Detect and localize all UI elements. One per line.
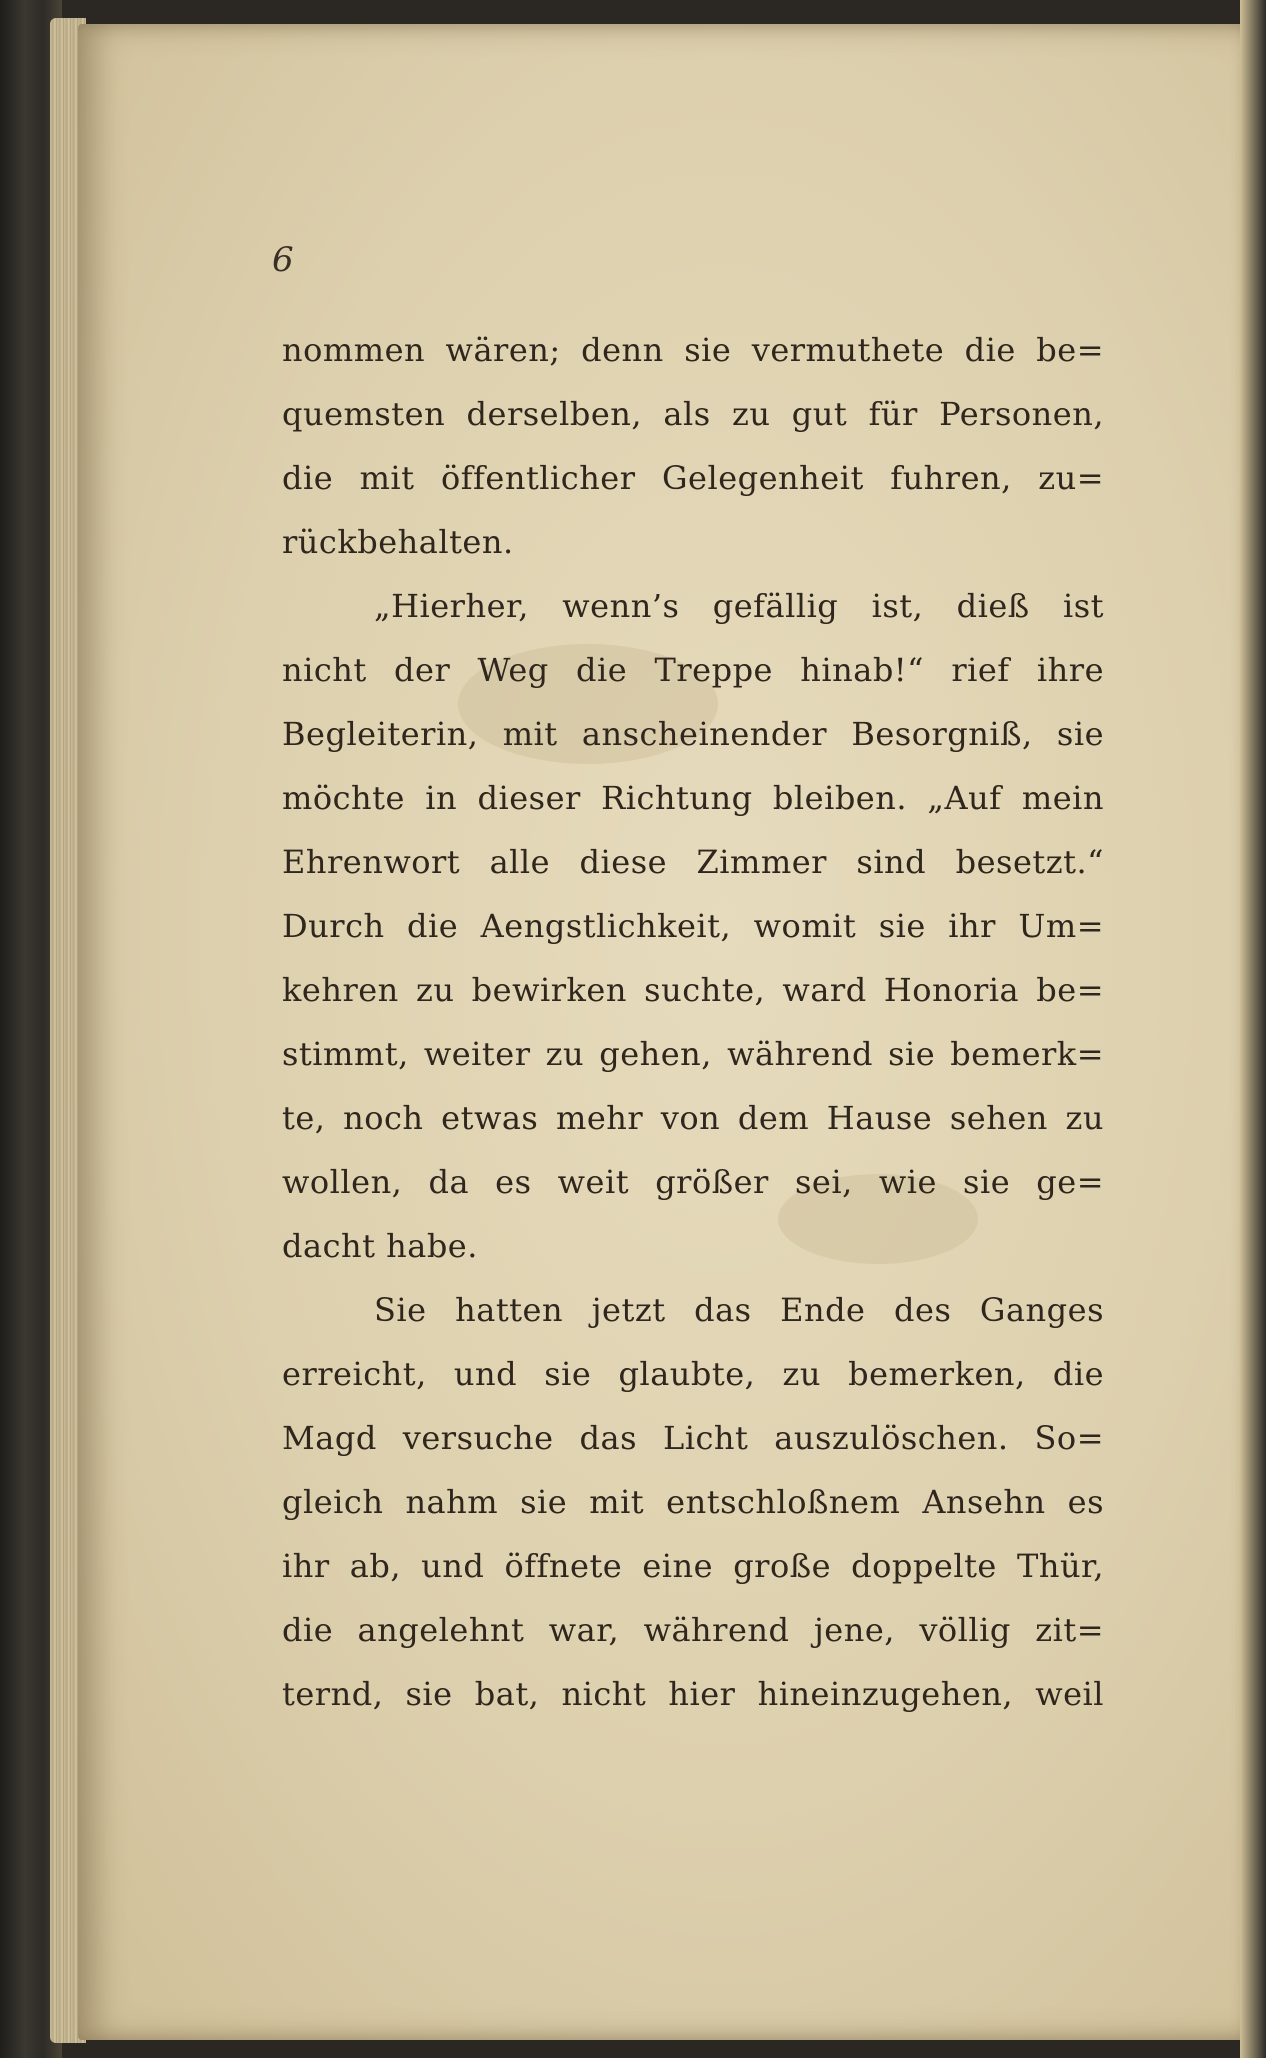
text-line: die mit öffentlicher Gelegenheit fuhren, zu= [282, 459, 1104, 497]
text-line: rückbehalten. [282, 523, 514, 561]
text-line: Magd versuche das Licht auszulöschen. So= [282, 1419, 1104, 1457]
text-line: „Hierher, wenn’s gefällig ist, dieß ist [374, 587, 1104, 625]
text-line: Durch die Aengstlichkeit, womit sie ihr Um= [282, 907, 1104, 945]
text-line: möchte in dieser Richtung bleiben. „Auf mein [282, 779, 1104, 817]
page-right-edge [1240, 0, 1266, 2058]
text-line: stimmt, weiter zu gehen, während sie bemerk= [282, 1035, 1104, 1073]
text-line: die angelehnt war, während jene, völlig zit= [282, 1611, 1104, 1649]
text-line: nommen wären; denn sie vermuthete die be= [282, 331, 1104, 369]
text-line: gleich nahm sie mit entschloßnem Ansehn es [282, 1483, 1104, 1521]
text-line: Sie hatten jetzt das Ende des Ganges [374, 1291, 1104, 1329]
body-text [282, 318, 1104, 1726]
text-line: te, noch etwas mehr von dem Hause sehen zu [282, 1099, 1104, 1137]
text-line: dacht habe. [282, 1227, 478, 1265]
text-line: ternd, sie bat, nicht hier hineinzugehen, weil [282, 1675, 1104, 1713]
text-line: kehren zu bewirken suchte, ward Honoria be= [282, 971, 1104, 1009]
text-line: Ehrenwort alle diese Zimmer sind besetzt.“ [282, 843, 1104, 881]
text-line: ihr ab, und öffnete eine große doppelte Thür, [282, 1547, 1104, 1585]
text-line: Begleiterin, mit anscheinender Besorgniß, sie [282, 715, 1104, 753]
page-number: 6 [272, 240, 294, 280]
text-line: erreicht, und sie glaubte, zu bemerken, die [282, 1355, 1104, 1393]
text-line: quemsten derselben, als zu gut für Personen, [282, 395, 1104, 433]
text-line: nicht der Weg die Treppe hinab!“ rief ihre [282, 651, 1104, 689]
text-line: wollen, da es weit größer sei, wie sie ge= [282, 1163, 1104, 1201]
